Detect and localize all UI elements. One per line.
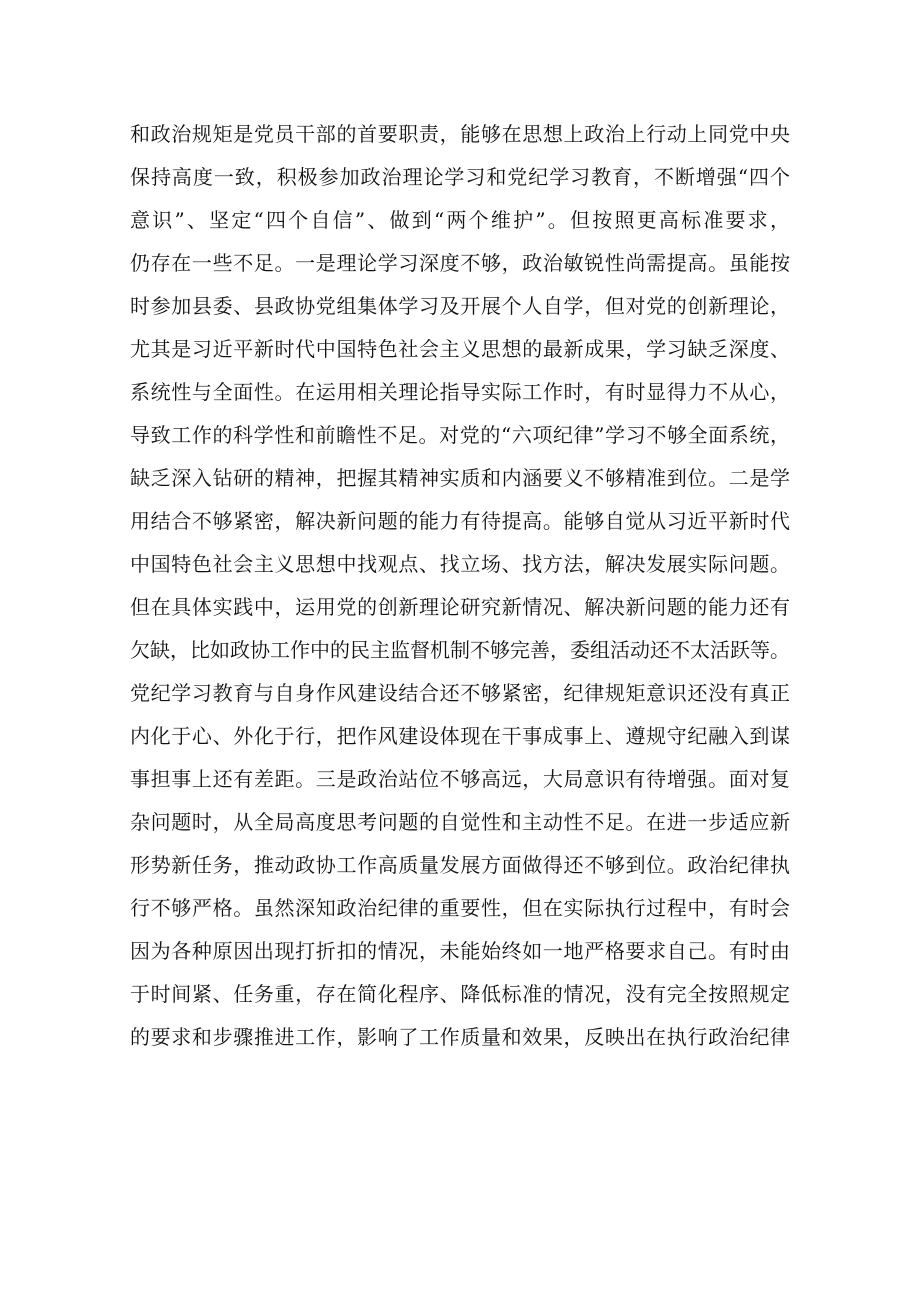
text-line: 党纪学习教育与自身作风建设结合还不够紧密，纪律规矩意识还没有真正 <box>130 681 790 705</box>
text-line: 事担事上还有差距。三是政治站位不够高远，大局意识有待增强。面对复 <box>130 767 790 791</box>
body-text <box>130 113 790 1059</box>
text-line: 尤其是习近平新时代中国特色社会主义思想的最新成果，学习缺乏深度、 <box>130 337 790 361</box>
text-line: 用结合不够紧密，解决新问题的能力有待提高。能够自觉从习近平新时代 <box>130 509 790 533</box>
text-line: 系统性与全面性。在运用相关理论指导实际工作时，有时显得力不从心， <box>130 380 790 404</box>
text-line: 杂问题时，从全局高度思考问题的自觉性和主动性不足。在进一步适应新 <box>130 810 790 834</box>
text-line: 形势新任务，推动政协工作高质量发展方面做得还不够到位。政治纪律执 <box>130 853 790 877</box>
text-line: 和政治规矩是党员干部的首要职责，能够在思想上政治上行动上同党中央 <box>130 122 790 146</box>
text-line: 的要求和步骤推进工作，影响了工作质量和效果，反映出在执行政治纪律 <box>130 1025 790 1049</box>
text-line: 但在具体实践中，运用党的创新理论研究新情况、解决新问题的能力还有 <box>130 595 790 619</box>
text-line: 缺乏深入钻研的精神，把握其精神实质和内涵要义不够精准到位。二是学 <box>130 466 790 490</box>
text-line: 于时间紧、任务重，存在简化程序、降低标准的情况，没有完全按照规定 <box>130 982 790 1006</box>
text-line: 行不够严格。虽然深知政治纪律的重要性，但在实际执行过程中，有时会 <box>130 896 790 920</box>
text-line: 时参加县委、县政协党组集体学习及开展个人自学，但对党的创新理论， <box>130 294 790 318</box>
text-line: 保持高度一致，积极参加政治理论学习和党纪学习教育，不断增强“四个 <box>130 165 790 189</box>
text-line: 导致工作的科学性和前瞻性不足。对党的“六项纪律”学习不够全面系统， <box>130 423 790 447</box>
text-line: 欠缺，比如政协工作中的民主监督机制不够完善，委组活动还不太活跃等。 <box>130 638 790 662</box>
text-line: 仍存在一些不足。一是理论学习深度不够，政治敏锐性尚需提高。虽能按 <box>130 251 790 275</box>
text-line: 意识”、坚定“四个自信”、做到“两个维护”。但按照更高标准要求， <box>130 208 790 232</box>
text-line: 因为各种原因出现打折扣的情况，未能始终如一地严格要求自己。有时由 <box>130 939 790 963</box>
text-line: 中国特色社会主义思想中找观点、找立场、找方法，解决发展实际问题。 <box>130 552 790 576</box>
text-line: 内化于心、外化于行，把作风建设体现在干事成事上、遵规守纪融入到谋 <box>130 724 790 748</box>
